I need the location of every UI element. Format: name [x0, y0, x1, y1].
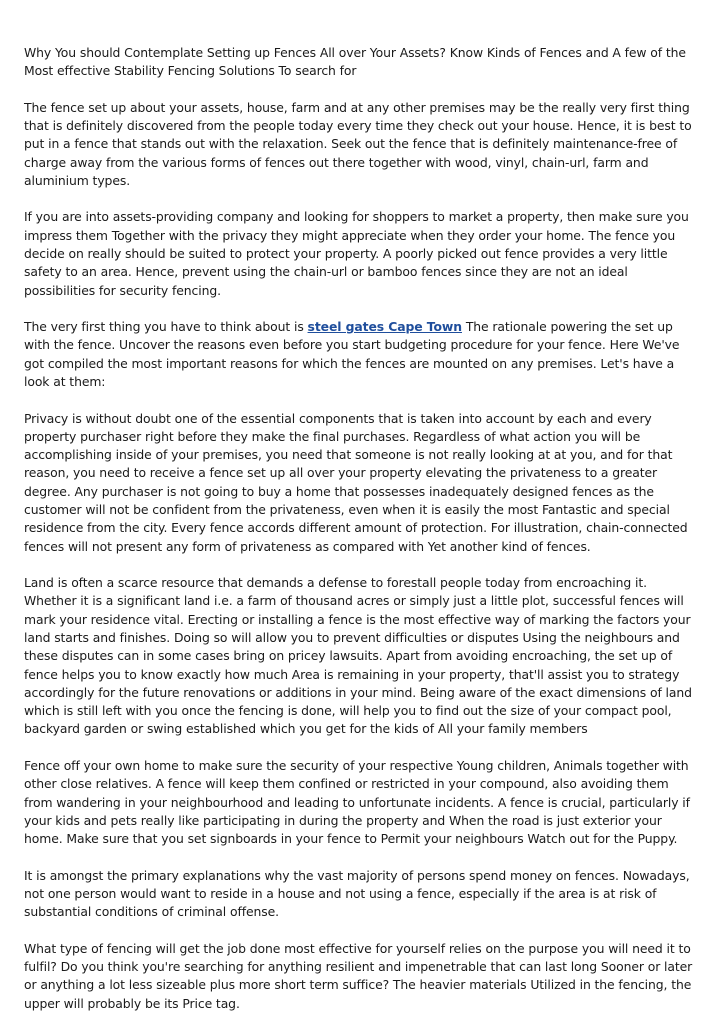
paragraph-land-defense: Land is often a scarce resource that demands a defense to forestall people today from encroaching it. Whether it is a significant land i.e. a farm of thousand acres or simply just a little plot, successful fences will mark your residence vital. Erecting or installing a fence is the most effective way of marking the factors your land starts and finishes. Doing so will allow you to prevent difficulties or disputes Using the neighbours and these disputes can in some cases bring on pricey lawsuits. Apart from avoiding encroaching, the set up of fence helps you to know exactly how much Area is remaining in your property, that'll assist you to strategy accordingly for the future renovations or additions in your mind. Being aware of the exact dimensions of land which is still left with you once the fencing is done, will help you to find out the size of your compact pool, backyard garden or swing established which you get for the kids of All your family members [24, 575, 692, 737]
paragraph-text-after-link: The rationale powering the set up with the fence. Uncover the reasons even before you start budgeting procedure for your fence. Here We've got compiled the most important reasons for which the fences are mounted on any premises. Let's have a look at them: [24, 319, 680, 390]
paragraph-first-thing [24, 318, 696, 391]
paragraph-fencing-type: What type of fencing will get the job done most effective for yourself relies on the purpose you will need it to fulfil? Do you think you're searching for anything resilient and impenetrable that can last long Sooner or later or anything a lot less sizeable plus more short term suffice? The heavier materials Utilized in the fencing, the upper will probably be its Price tag. [24, 940, 693, 1011]
paragraph-text-before-link: The very first thing you have to think about is [24, 319, 308, 335]
document-page [24, 44, 696, 1031]
paragraph-privacy: Privacy is without doubt one of the essential components that is taken into account by each and every property purchaser right before they make the final purchases. Regardless of what action you will be accomplishing inside of your premises, you need that someone is not really looking at at you, and for that reason, you need to receive a fence set up all over your property elevating the privateness to a greater degree. Any purchaser is not going to buy a home that possesses inadequately designed fences as the customer will not be confident from the privateness, even when it is easily the most Fantastic and special residence from the city. Every fence accords different amount of protection. For illustration, chain-connected fences will not present any form of privateness as compared with Yet another kind of fences. [24, 410, 688, 554]
paragraph-fence-setup: The fence set up about your assets, house, farm and at any other premises may be the really very first thing that is definitely discovered from the people today every time they check out your house. Hence, it is best to put in a fence that stands out with the relaxation. Seek out the fence that is definitely maintenance-free of charge away from the various forms of fences out there together with wood, vinyl, chain-url, farm and aluminium types. [24, 99, 692, 188]
document-title: Why You should Contemplate Setting up Fences All over Your Assets? Know Kinds of Fences and A few of the Most effective Stability Fencing Solutions To search for [24, 45, 686, 79]
steel-gates-link[interactable]: steel gates Cape Town [307, 319, 462, 335]
paragraph-property-selling: If you are into assets-providing company and looking for shoppers to market a property, then make sure you impress them Together with the privacy they might appreciate when they order your home. The fence you decide on really should be suited to protect your property. A poorly picked out fence provides a very little safety to an area. Hence, prevent using the chain-url or bamboo fences since they are not an ideal possibilities for security fencing. [24, 209, 689, 298]
paragraph-crime: It is amongst the primary explanations why the vast majority of persons spend money on fences. Nowadays, not one person would want to reside in a house and not using a fence, especially if the area is at risk of substantial conditions of criminal offense. [24, 867, 690, 920]
paragraph-family-security: Fence off your own home to make sure the security of your respective Young children, Animals together with other close relatives. A fence will keep them confined or restricted in your compound, also avoiding them from wandering in your neighbourhood and leading to unfortunate incidents. A fence is crucial, particularly if your kids and pets really like participating in during the property and When the road is just exterior your home. Make sure that you set signboards in your fence to Permit your neighbours Watch out for the Puppy. [24, 757, 690, 847]
